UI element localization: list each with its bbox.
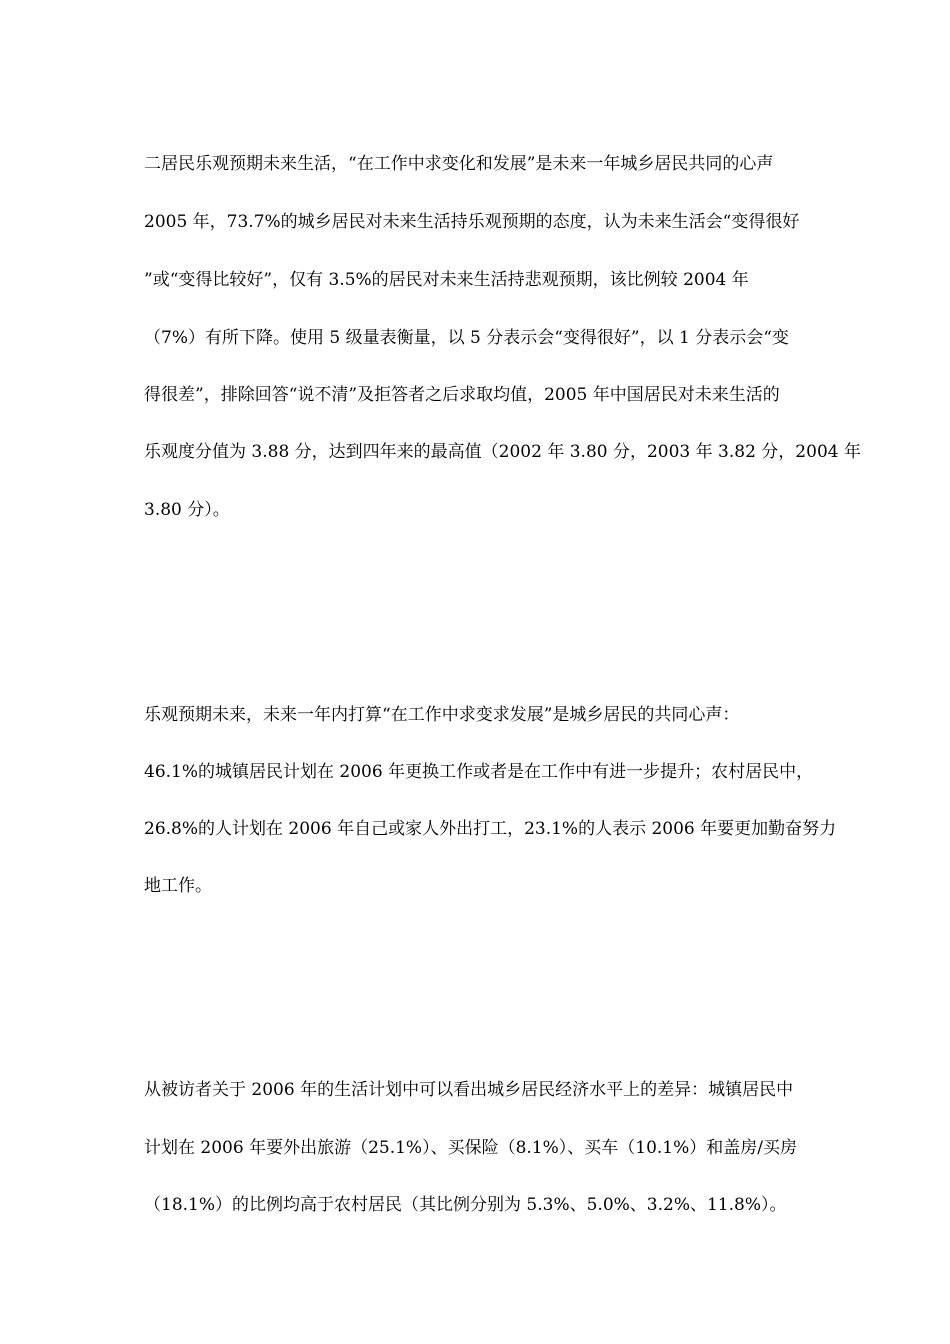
paragraph-line: 得很差”，排除回答“说不清”及拒答者之后求取均值，2005 年中国居民对未来生活的 [144, 385, 780, 405]
paragraph-line: （7%）有所下降。使用 5 级量表衡量，以 5 分表示会“变得很好”，以 1 分表示会“变 [144, 328, 789, 348]
paragraph-line: 从被访者关于 2006 年的生活计划中可以看出城乡居民经济水平上的差异：城镇居民中 [144, 1080, 794, 1100]
paragraph-line: 地工作。 [144, 876, 212, 896]
paragraph-line: 乐观度分值为 3.88 分，达到四年来的最高值（2002 年 3.80 分，2003 年 3.82 分，2004 年 [144, 442, 861, 462]
paragraph-line: 46.1%的城镇居民计划在 2006 年更换工作或者是在工作中有进一步提升；农村居民中， [144, 762, 814, 782]
paragraph-line: 乐观预期未来，未来一年内打算“在工作中求变求发展”是城乡居民的共同心声： [144, 705, 740, 725]
paragraph-line: 二居民乐观预期未来生活，“在工作中求变化和发展”是未来一年城乡居民共同的心声 [144, 154, 774, 174]
paragraph-line: 计划在 2006 年要外出旅游（25.1%）、买保险（8.1%）、买车（10.1%）和盖房/买房 [144, 1138, 797, 1158]
paragraph-line: （18.1%）的比例均高于农村居民（其比例分别为 5.3%、5.0%、3.2%、11.8%）。 [144, 1195, 787, 1215]
paragraph-line: 2005 年，73.7%的城乡居民对未来生活持乐观预期的态度，认为未来生活会“变得很好 [144, 212, 800, 232]
paragraph-line: ”或“变得比较好”，仅有 3.5%的居民对未来生活持悲观预期，该比例较 2004 年 [144, 270, 749, 290]
paragraph-line: 3.80 分）。 [144, 500, 230, 520]
paragraph-line: 26.8%的人计划在 2006 年自己或家人外出打工，23.1%的人表示 2006 年要更加勤奋努力 [144, 819, 837, 839]
